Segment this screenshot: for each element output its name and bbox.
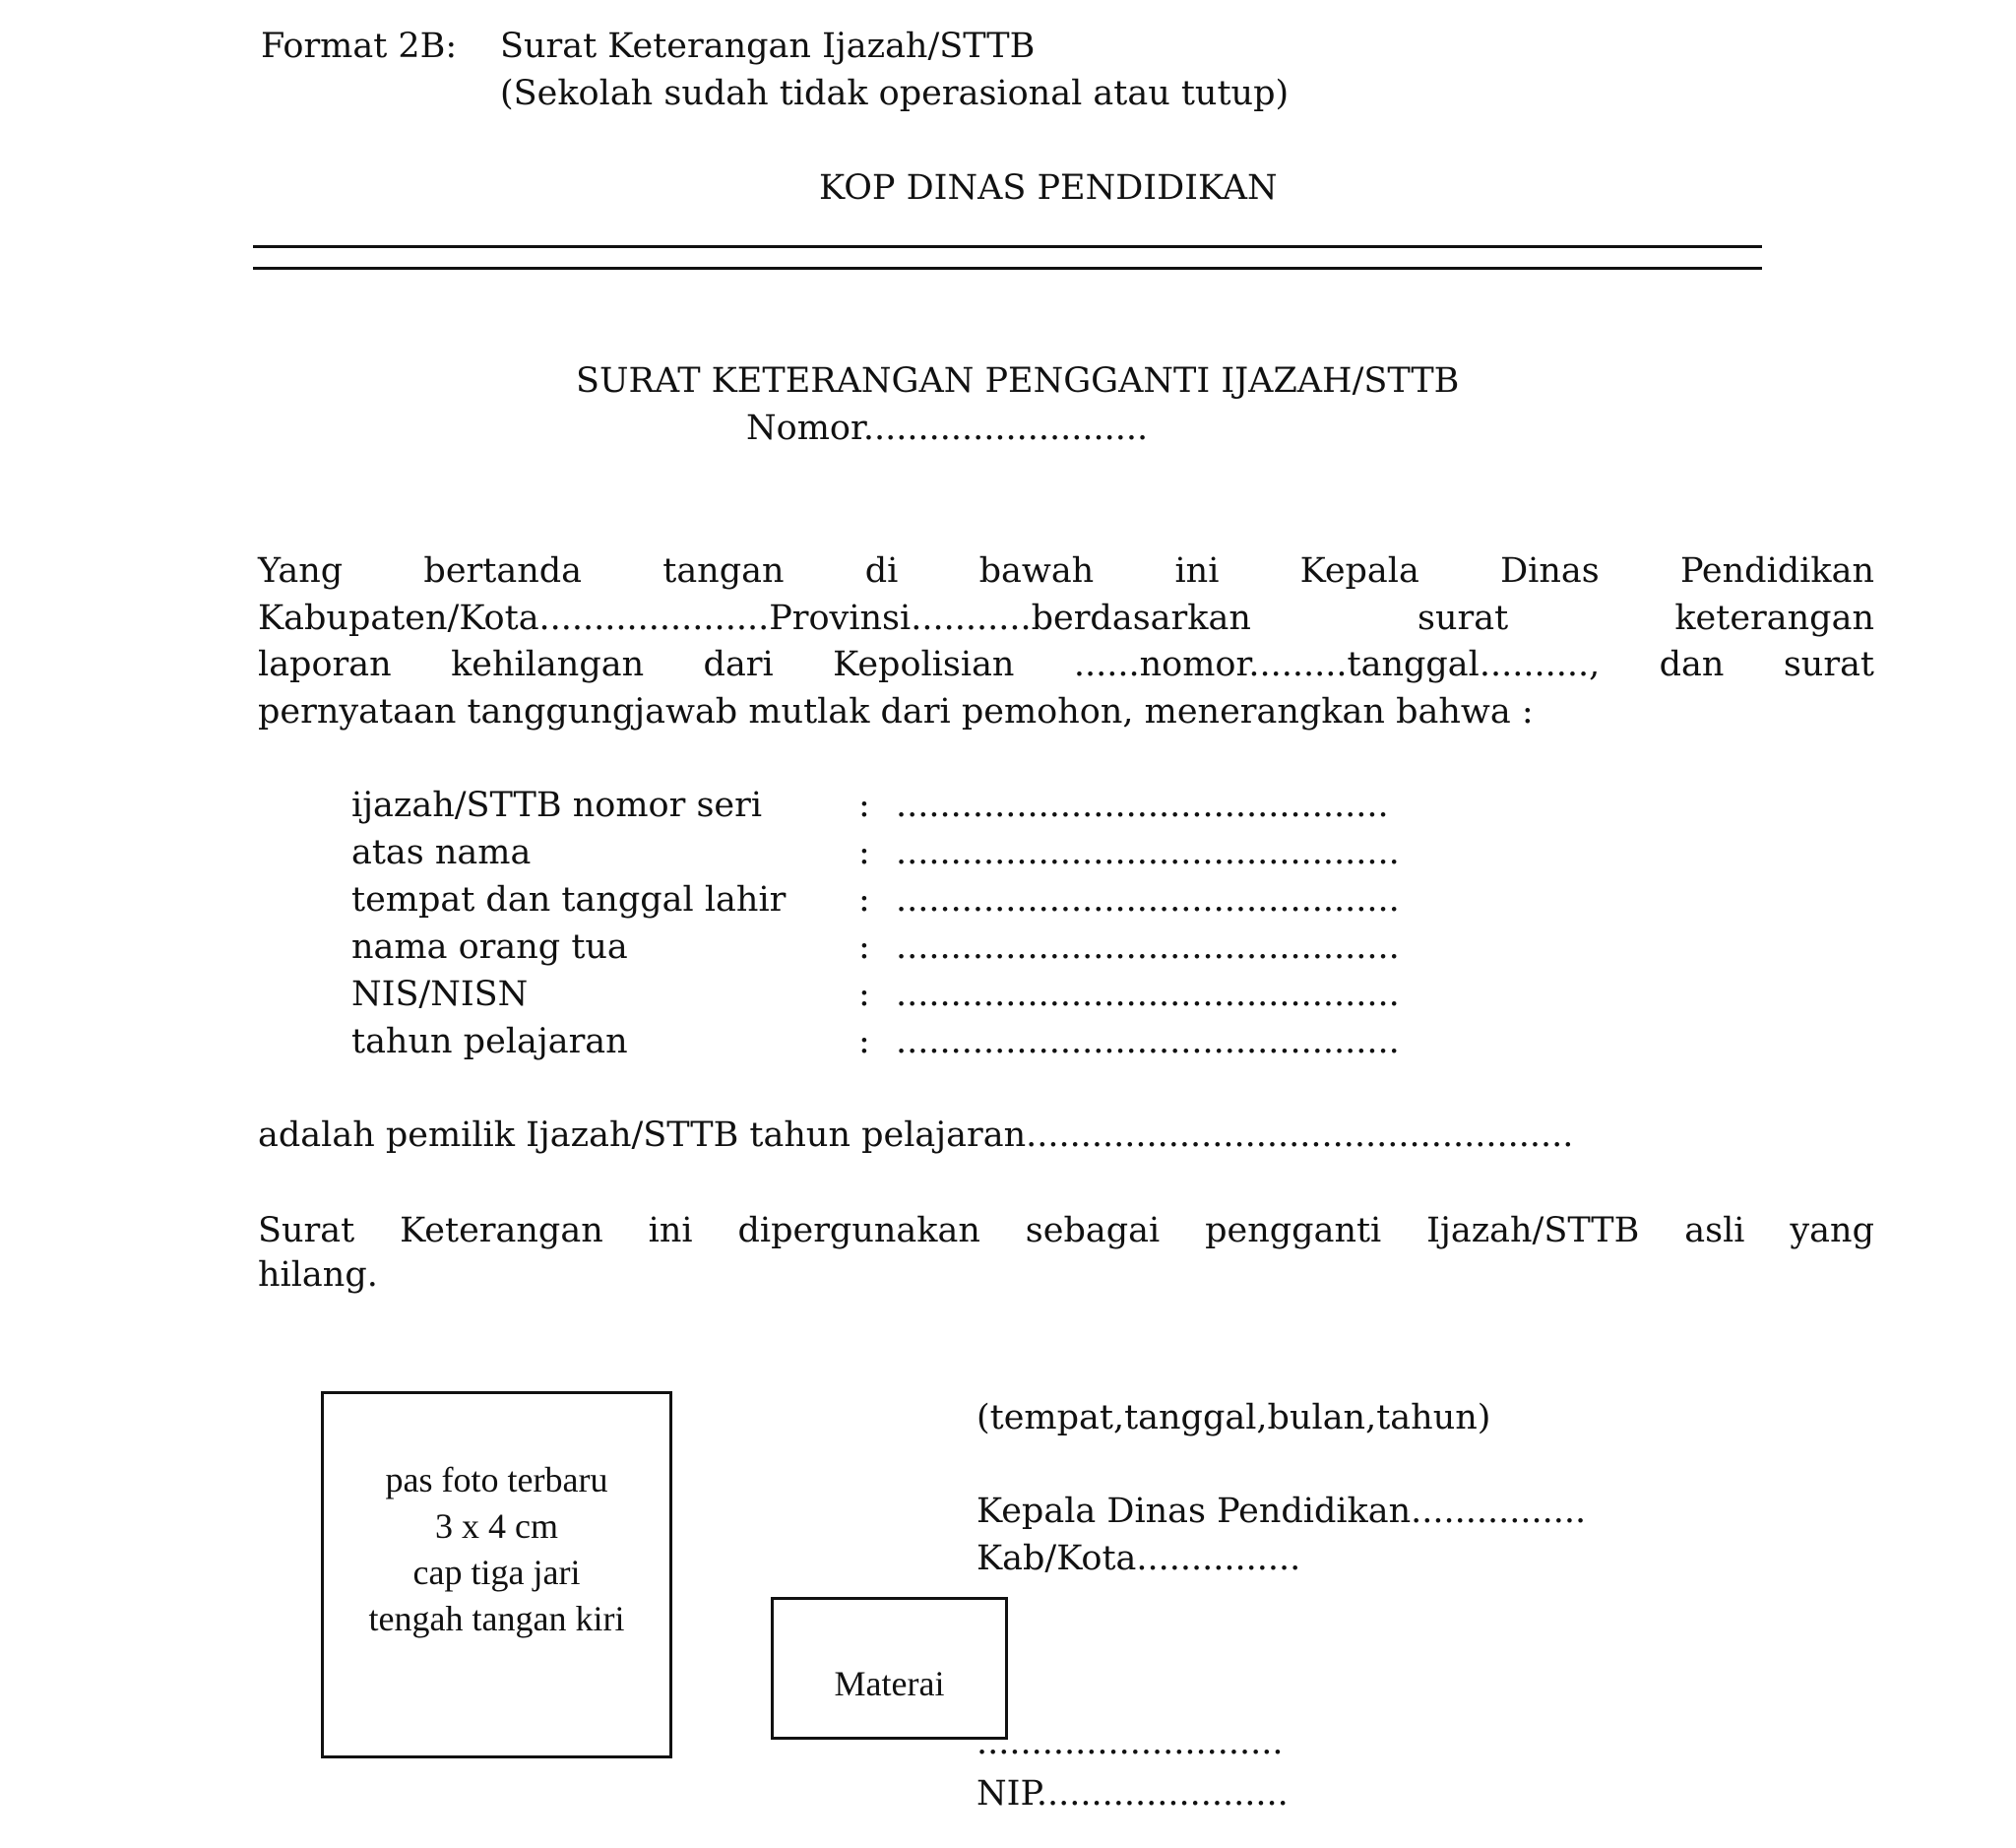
field-value: .............................................. [896,975,1400,1014]
signature-position: Kepala Dinas Pendidikan................ [976,1492,1587,1531]
usage-line: hilang. [258,1255,378,1295]
field-colon: : [858,927,870,967]
photo-box [321,1391,672,1758]
signature-place-date: (tempat,tanggal,bulan,tahun) [976,1398,1491,1437]
signature-region: Kab/Kota............... [976,1539,1301,1578]
field-value: ............................................. [896,786,1389,825]
field-colon: : [858,880,870,920]
owner-statement: adalah pemilik Ijazah/STTB tahun pelajaran.................................................. [258,1115,1574,1155]
photo-box-line: tengah tangan kiri [368,1599,625,1638]
field-colon: : [858,786,870,825]
document-number: Nomor.......................... [746,409,1149,448]
photo-box-line: 3 x 4 cm [435,1506,558,1546]
field-value: .............................................. [896,880,1400,920]
field-value: .............................................. [896,1022,1400,1061]
materai-label: Materai [834,1664,945,1703]
materai-box [771,1597,1008,1740]
intro-line: laporan kehilangan dari Kepolisian ......nomor.........tanggal.........., dan surat [258,645,1874,684]
field-colon: : [858,1022,870,1061]
field-colon: : [858,833,870,872]
photo-box-line: cap tiga jari [412,1553,581,1592]
format-title: Surat Keterangan Ijazah/STTB [500,27,1036,66]
intro-line: Yang bertanda tangan di bawah ini Kepala Dinas Pendidikan [258,551,1874,591]
field-label: atas nama [351,833,532,872]
kop-heading: KOP DINAS PENDIDIKAN [819,168,1278,208]
usage-line: Surat Keterangan ini dipergunakan sebagai pengganti Ijazah/STTB asli yang [258,1211,1874,1250]
field-value: .............................................. [896,927,1400,967]
intro-line: pernyataan tanggungjawab mutlak dari pemohon, menerangkan bahwa : [258,692,1534,732]
header-rule-bottom [253,267,1762,270]
document-title: SURAT KETERANGAN PENGGANTI IJAZAH/STTB [576,361,1460,401]
field-label: tahun pelajaran [351,1022,628,1061]
header-rule-top [253,245,1762,248]
format-subtitle: (Sekolah sudah tidak operasional atau tutup) [500,74,1290,113]
field-label: tempat dan tanggal lahir [351,880,787,920]
field-label: nama orang tua [351,927,628,967]
photo-box-line: pas foto terbaru [385,1460,608,1499]
field-label: ijazah/STTB nomor seri [351,786,763,825]
format-label: Format 2B: [261,27,458,66]
field-value: .............................................. [896,833,1400,872]
field-label: NIS/NISN [351,975,529,1014]
intro-line: Kabupaten/Kota.....................Provinsi...........berdasarkan surat keterangan [258,599,1874,638]
signature-name: ............................ [976,1723,1284,1762]
field-colon: : [858,975,870,1014]
signature-nip: NIP....................... [976,1774,1289,1814]
